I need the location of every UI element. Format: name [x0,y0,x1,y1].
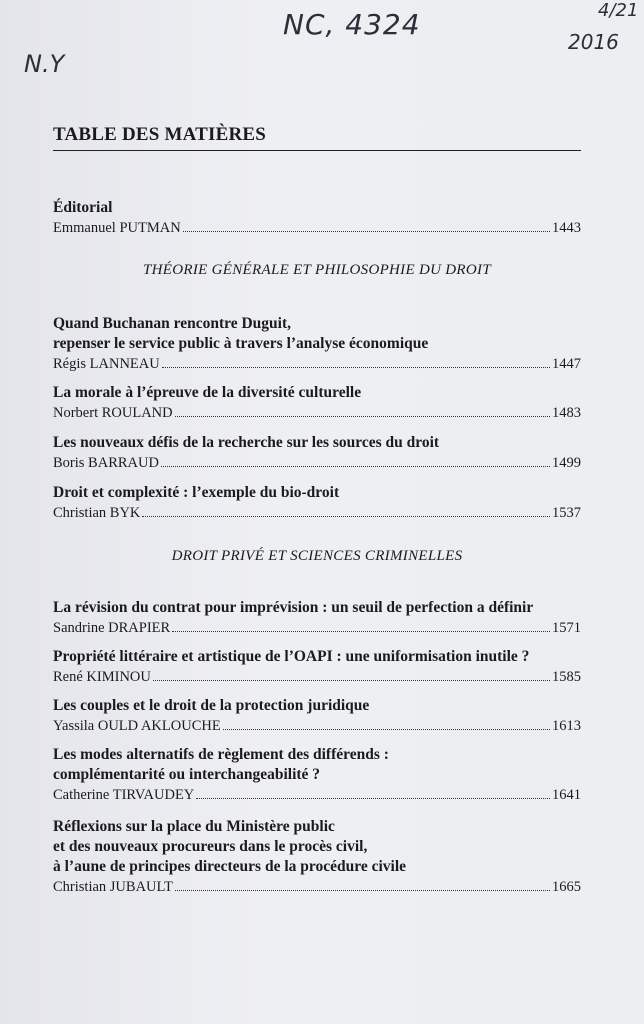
entry-author: Catherine TIRVAUDEY [53,787,195,803]
entry-line [53,453,581,473]
entry-page: 1571 [552,620,581,636]
entry-title-line: Réflexions sur la place du Ministère public [53,818,335,835]
entry-title-line: et des nouveaux procureurs dans le procès civil, [53,838,368,855]
toc-entry [53,383,581,423]
toc-entry-editorial [53,198,581,238]
entry-author: Sandrine DRAPIER [53,620,171,636]
toc-entry [53,696,581,736]
toc-entry [53,483,581,523]
toc-entry [53,817,581,897]
section-heading-theorie: THÉORIE GÉNÉRALE ET PHILOSOPHIE DU DROIT [143,262,491,278]
entry-title-line: Quand Buchanan rencontre Duguit, [53,315,292,332]
entry-title-line: Droit et complexité : l’exemple du bio-droit [53,484,340,501]
dot-leader [162,366,550,368]
dot-leader [153,679,550,681]
entry-author: Yassila OULD AKLOUCHE [53,718,221,734]
dot-leader [196,797,550,799]
entry-line [53,403,581,423]
entry-title-line: Les nouveaux défis de la recherche sur les sources du droit [53,434,440,451]
entry-title-line: Les couples et le droit de la protection juridique [53,697,370,714]
entry-page: 1665 [552,879,581,895]
toc-title: TABLE DES MATIÈRES [53,124,581,151]
entry-line [53,877,581,897]
entry-author: Norbert ROULAND [53,405,173,421]
dot-leader [142,515,550,517]
entry-title-line: complémentarité ou interchangeabilité ? [53,766,321,783]
dot-leader [175,889,550,891]
entry-title-line: repenser le service public à travers l’analyse économique [53,335,429,352]
entry-page: 1613 [552,718,581,734]
toc-entry [53,314,581,374]
toc-entry [53,433,581,473]
entry-line [53,354,581,374]
dot-leader [172,630,550,632]
entry-line [53,667,581,687]
dot-leader [183,230,550,232]
dot-leader [175,415,550,417]
entry-line [53,618,581,638]
entry-title-line: Propriété littéraire et artistique de l’OAPI : une uniformisation inutile ? [53,648,530,665]
entry-line [53,503,581,523]
dot-leader [161,465,550,467]
entry-author: Emmanuel PUTMAN [53,220,181,236]
entry-author: Christian BYK [53,505,141,521]
handwritten-reference: NC, 4324 [283,8,421,41]
toc-entry [53,745,581,805]
entry-line [53,716,581,736]
entry-page: 1537 [552,505,581,521]
entry-author: René KIMINOU [53,669,151,685]
section-heading-droit-prive: DROIT PRIVÉ ET SCIENCES CRIMINELLES [171,548,463,564]
entry-author: Boris BARRAUD [53,455,159,471]
entry-line [53,218,581,238]
entry-page: 1447 [552,356,581,372]
entry-page: 1499 [552,455,581,471]
entry-page: 1585 [552,669,581,685]
handwritten-year: 2016 [568,30,619,54]
handwritten-mark: N.Y [24,50,65,78]
entry-title-line: Les modes alternatifs de règlement des différends : [53,746,389,763]
entry-author: Christian JUBAULT [53,879,173,895]
entry-author: Régis LANNEAU [53,356,160,372]
entry-page: 1483 [552,405,581,421]
entry-title: Éditorial [53,199,113,216]
dot-leader [223,728,550,730]
entry-title-line: à l’aune de principes directeurs de la procédure civile [53,858,407,875]
entry-title-line: La révision du contrat pour imprévision : un seuil de perfection a définir [53,599,534,616]
toc-entry [53,598,581,638]
entry-page: 1641 [552,787,581,803]
entry-line [53,785,581,805]
handwritten-issue: 4/21 [598,0,639,21]
entry-page: 1443 [552,220,581,236]
entry-title-line: La morale à l’épreuve de la diversité culturelle [53,384,362,401]
toc-entry [53,647,581,687]
